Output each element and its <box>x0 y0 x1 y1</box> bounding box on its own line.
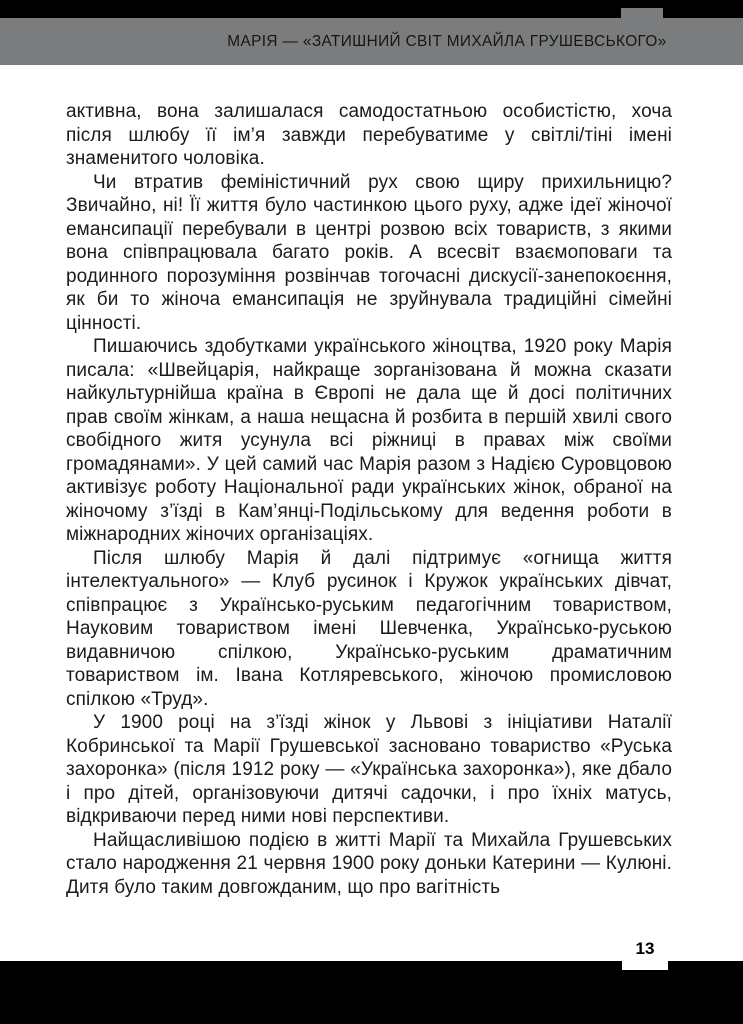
paragraph: Після шлюбу Марія й далі підтримує «огнища життя інтелектуального» — Клуб русинок і Кружок українських дівчат, співпрацює з Українсько-руським педагогічним товариством, Науковим товариством імені Шевченка, Українсько-руською видавничою спілкою, Українсько-руським драматичним товариством ім. Івана Котляревського, жіночою промисловою спілкою «Труд». <box>66 547 672 710</box>
paragraph: Найщасливішою подією в житті Марії та Михайла Грушевських стало народження 21 червня 1900 року доньки Катерини — Кулюні. Дитя було таким довгожданим, що про вагітність <box>66 829 672 898</box>
header-tab-notch <box>621 8 663 20</box>
paragraph: У 1900 році на з’їзді жінок у Львові з ініціативи Наталії Кобринської та Марії Грушевської засновано товариство «Руська захоронка» (після 1912 року — «Українська захоронка»), яке дбало і про дітей, організовуючи дитячі садочки, і про їхніх матусь, відкриваючи перед ними нові перспективи. <box>66 712 672 827</box>
page-number: 13 <box>635 939 655 958</box>
paragraph: Чи втратив феміністичний рух свою щиру прихильницю? Звичайно, ні! Її життя було частинкою цього руху, адже ідеї жіночої емансипації перебували в центрі розвою всіх товариств, з якими вона співпрацювала багато років. А всесвіт взаємоповаги та родинного порозуміння розвінчав тогочасні дискусії-занепокоєння, як би то жіноча емансипація не зруйнувала традиційні сімейні цінності. <box>66 171 672 334</box>
paragraph: активна, вона залишалася самодостатньою особистістю, хоча після шлюбу її ім’я завжди перебуватиме у світлі/тіні імені знаменитого чоловіка. <box>66 101 672 169</box>
footer-tab-notch <box>622 961 668 970</box>
running-header-title: МАРІЯ — «ЗАТИШНИЙ СВІТ МИХАЙЛА ГРУШЕВСЬКОГО» <box>227 32 667 50</box>
bottom-black-bar <box>0 961 743 1024</box>
paragraph: Пишаючись здобутками українського жіноцтва, 1920 року Марія писала: «Швейцарія, найкраще зорганізована й можна сказати найкультурнійша країна в Європі не дала ще й досі політичних прав своїм жінкам, а наша нещасна й розбита в першій хвилі свого свобідного житя усунула всі ріжниці в правах між своїми громадянами». У цей самий час Марія разом з Надією Суровцовою активізує роботу Національної ради українських жінок, обраної на жіночому з’їзді в Кам’янці-Подільському для ведення роботи в міжнародних жіночих організаціях. <box>66 336 672 545</box>
body-text <box>66 100 672 899</box>
running-header-band <box>0 18 743 65</box>
